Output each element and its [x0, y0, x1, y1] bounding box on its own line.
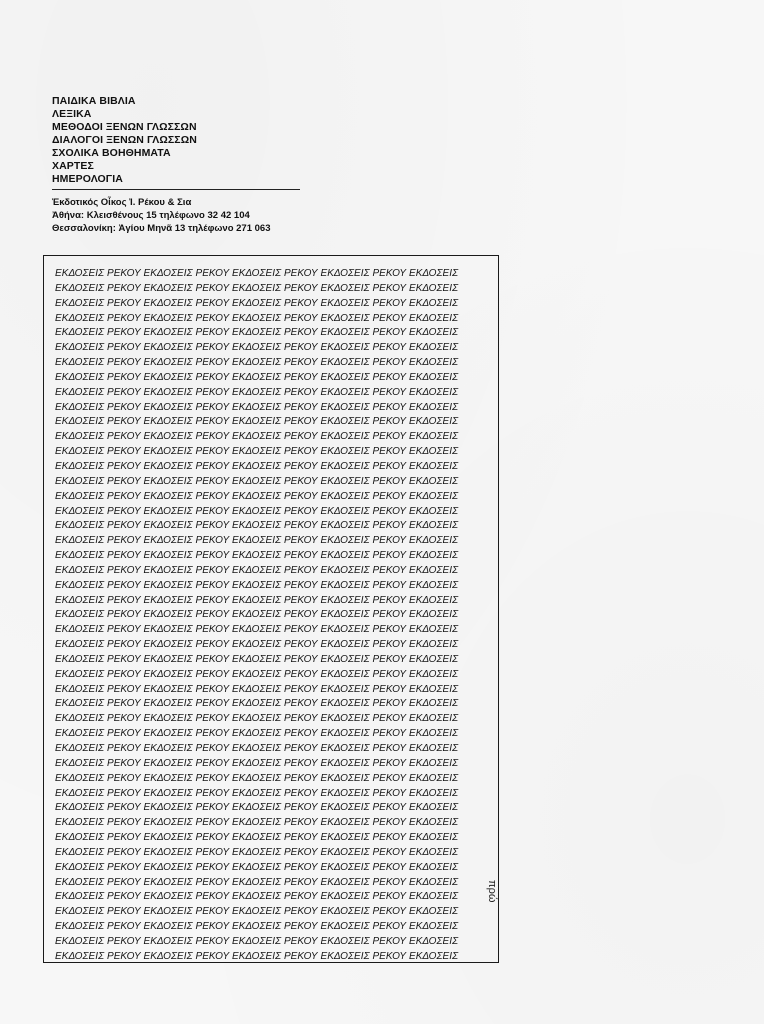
publisher-info	[52, 196, 270, 235]
category-item: ΜΕΘΟΔΟΙ ΞΕΝΩΝ ΓΛΩΣΣΩΝ	[52, 121, 197, 133]
pattern-line: ΕΚΔΟΣΕΙΣ ΡΕΚΟΥ ΕΚΔΟΣΕΙΣ ΡΕΚΟΥ ΕΚΔΟΣΕΙΣ ΡΕΚΟΥ ΕΚΔΟΣΕΙΣ ΡΕΚΟΥ ΕΚΔΟΣΕΙΣ	[55, 520, 459, 532]
publisher-name: Ἐκδοτικός Οἶκος Ἰ. Ρέκου & Σια	[52, 197, 192, 208]
pattern-line: ΕΚΔΟΣΕΙΣ ΡΕΚΟΥ ΕΚΔΟΣΕΙΣ ΡΕΚΟΥ ΕΚΔΟΣΕΙΣ ΡΕΚΟΥ ΕΚΔΟΣΕΙΣ ΡΕΚΟΥ ΕΚΔΟΣΕΙΣ	[55, 564, 459, 576]
pattern-line: ΕΚΔΟΣΕΙΣ ΡΕΚΟΥ ΕΚΔΟΣΕΙΣ ΡΕΚΟΥ ΕΚΔΟΣΕΙΣ ΡΕΚΟΥ ΕΚΔΟΣΕΙΣ ΡΕΚΟΥ ΕΚΔΟΣΕΙΣ	[55, 950, 459, 962]
side-mark: πρώ	[486, 880, 498, 903]
pattern-line: ΕΚΔΟΣΕΙΣ ΡΕΚΟΥ ΕΚΔΟΣΕΙΣ ΡΕΚΟΥ ΕΚΔΟΣΕΙΣ ΡΕΚΟΥ ΕΚΔΟΣΕΙΣ ΡΕΚΟΥ ΕΚΔΟΣΕΙΣ	[55, 357, 459, 369]
pattern-line: ΕΚΔΟΣΕΙΣ ΡΕΚΟΥ ΕΚΔΟΣΕΙΣ ΡΕΚΟΥ ΕΚΔΟΣΕΙΣ ΡΕΚΟΥ ΕΚΔΟΣΕΙΣ ΡΕΚΟΥ ΕΚΔΟΣΕΙΣ	[55, 772, 459, 784]
category-item: ΔΙΑΛΟΓΟΙ ΞΕΝΩΝ ΓΛΩΣΣΩΝ	[52, 134, 197, 146]
pattern-line: ΕΚΔΟΣΕΙΣ ΡΕΚΟΥ ΕΚΔΟΣΕΙΣ ΡΕΚΟΥ ΕΚΔΟΣΕΙΣ ΡΕΚΟΥ ΕΚΔΟΣΕΙΣ ΡΕΚΟΥ ΕΚΔΟΣΕΙΣ	[55, 832, 459, 844]
athens-address: Ἀθήνα: Κλεισθένους 15 τηλέφωνο 32 42 104	[52, 210, 250, 221]
pattern-line: ΕΚΔΟΣΕΙΣ ΡΕΚΟΥ ΕΚΔΟΣΕΙΣ ΡΕΚΟΥ ΕΚΔΟΣΕΙΣ ΡΕΚΟΥ ΕΚΔΟΣΕΙΣ ΡΕΚΟΥ ΕΚΔΟΣΕΙΣ	[55, 371, 459, 383]
pattern-line: ΕΚΔΟΣΕΙΣ ΡΕΚΟΥ ΕΚΔΟΣΕΙΣ ΡΕΚΟΥ ΕΚΔΟΣΕΙΣ ΡΕΚΟΥ ΕΚΔΟΣΕΙΣ ΡΕΚΟΥ ΕΚΔΟΣΕΙΣ	[55, 550, 459, 562]
category-item: ΧΑΡΤΕΣ	[52, 160, 94, 172]
pattern-line: ΕΚΔΟΣΕΙΣ ΡΕΚΟΥ ΕΚΔΟΣΕΙΣ ΡΕΚΟΥ ΕΚΔΟΣΕΙΣ ΡΕΚΟΥ ΕΚΔΟΣΕΙΣ ΡΕΚΟΥ ΕΚΔΟΣΕΙΣ	[55, 802, 459, 814]
pattern-line: ΕΚΔΟΣΕΙΣ ΡΕΚΟΥ ΕΚΔΟΣΕΙΣ ΡΕΚΟΥ ΕΚΔΟΣΕΙΣ ΡΕΚΟΥ ΕΚΔΟΣΕΙΣ ΡΕΚΟΥ ΕΚΔΟΣΕΙΣ	[55, 609, 459, 621]
pattern-line: ΕΚΔΟΣΕΙΣ ΡΕΚΟΥ ΕΚΔΟΣΕΙΣ ΡΕΚΟΥ ΕΚΔΟΣΕΙΣ ΡΕΚΟΥ ΕΚΔΟΣΕΙΣ ΡΕΚΟΥ ΕΚΔΟΣΕΙΣ	[55, 475, 459, 487]
divider	[52, 189, 300, 190]
pattern-line: ΕΚΔΟΣΕΙΣ ΡΕΚΟΥ ΕΚΔΟΣΕΙΣ ΡΕΚΟΥ ΕΚΔΟΣΕΙΣ ΡΕΚΟΥ ΕΚΔΟΣΕΙΣ ΡΕΚΟΥ ΕΚΔΟΣΕΙΣ	[55, 935, 459, 947]
pattern-line: ΕΚΔΟΣΕΙΣ ΡΕΚΟΥ ΕΚΔΟΣΕΙΣ ΡΕΚΟΥ ΕΚΔΟΣΕΙΣ ΡΕΚΟΥ ΕΚΔΟΣΕΙΣ ΡΕΚΟΥ ΕΚΔΟΣΕΙΣ	[55, 594, 459, 606]
pattern-line: ΕΚΔΟΣΕΙΣ ΡΕΚΟΥ ΕΚΔΟΣΕΙΣ ΡΕΚΟΥ ΕΚΔΟΣΕΙΣ ΡΕΚΟΥ ΕΚΔΟΣΕΙΣ ΡΕΚΟΥ ΕΚΔΟΣΕΙΣ	[55, 713, 459, 725]
pattern-line: ΕΚΔΟΣΕΙΣ ΡΕΚΟΥ ΕΚΔΟΣΕΙΣ ΡΕΚΟΥ ΕΚΔΟΣΕΙΣ ΡΕΚΟΥ ΕΚΔΟΣΕΙΣ ΡΕΚΟΥ ΕΚΔΟΣΕΙΣ	[55, 624, 459, 636]
pattern-line: ΕΚΔΟΣΕΙΣ ΡΕΚΟΥ ΕΚΔΟΣΕΙΣ ΡΕΚΟΥ ΕΚΔΟΣΕΙΣ ΡΕΚΟΥ ΕΚΔΟΣΕΙΣ ΡΕΚΟΥ ΕΚΔΟΣΕΙΣ	[55, 653, 459, 665]
category-item: ΠΑΙΔΙΚΑ ΒΙΒΛΙΑ	[52, 95, 136, 107]
pattern-line: ΕΚΔΟΣΕΙΣ ΡΕΚΟΥ ΕΚΔΟΣΕΙΣ ΡΕΚΟΥ ΕΚΔΟΣΕΙΣ ΡΕΚΟΥ ΕΚΔΟΣΕΙΣ ΡΕΚΟΥ ΕΚΔΟΣΕΙΣ	[55, 446, 459, 458]
pattern-line: ΕΚΔΟΣΕΙΣ ΡΕΚΟΥ ΕΚΔΟΣΕΙΣ ΡΕΚΟΥ ΕΚΔΟΣΕΙΣ ΡΕΚΟΥ ΕΚΔΟΣΕΙΣ ΡΕΚΟΥ ΕΚΔΟΣΕΙΣ	[55, 891, 459, 903]
pattern-line: ΕΚΔΟΣΕΙΣ ΡΕΚΟΥ ΕΚΔΟΣΕΙΣ ΡΕΚΟΥ ΕΚΔΟΣΕΙΣ ΡΕΚΟΥ ΕΚΔΟΣΕΙΣ ΡΕΚΟΥ ΕΚΔΟΣΕΙΣ	[55, 698, 459, 710]
category-list	[52, 95, 197, 186]
pattern-line: ΕΚΔΟΣΕΙΣ ΡΕΚΟΥ ΕΚΔΟΣΕΙΣ ΡΕΚΟΥ ΕΚΔΟΣΕΙΣ ΡΕΚΟΥ ΕΚΔΟΣΕΙΣ ΡΕΚΟΥ ΕΚΔΟΣΕΙΣ	[55, 579, 459, 591]
pattern-line: ΕΚΔΟΣΕΙΣ ΡΕΚΟΥ ΕΚΔΟΣΕΙΣ ΡΕΚΟΥ ΕΚΔΟΣΕΙΣ ΡΕΚΟΥ ΕΚΔΟΣΕΙΣ ΡΕΚΟΥ ΕΚΔΟΣΕΙΣ	[55, 743, 459, 754]
pattern-line: ΕΚΔΟΣΕΙΣ ΡΕΚΟΥ ΕΚΔΟΣΕΙΣ ΡΕΚΟΥ ΕΚΔΟΣΕΙΣ ΡΕΚΟΥ ΕΚΔΟΣΕΙΣ ΡΕΚΟΥ ΕΚΔΟΣΕΙΣ	[55, 342, 459, 354]
pattern-line: ΕΚΔΟΣΕΙΣ ΡΕΚΟΥ ΕΚΔΟΣΕΙΣ ΡΕΚΟΥ ΕΚΔΟΣΕΙΣ ΡΕΚΟΥ ΕΚΔΟΣΕΙΣ ΡΕΚΟΥ ΕΚΔΟΣΕΙΣ	[55, 861, 459, 873]
pattern-line: ΕΚΔΟΣΕΙΣ ΡΕΚΟΥ ΕΚΔΟΣΕΙΣ ΡΕΚΟΥ ΕΚΔΟΣΕΙΣ ΡΕΚΟΥ ΕΚΔΟΣΕΙΣ ΡΕΚΟΥ ΕΚΔΟΣΕΙΣ	[55, 668, 459, 680]
category-item: ΛΕΞΙΚΑ	[52, 108, 92, 120]
pattern-line: ΕΚΔΟΣΕΙΣ ΡΕΚΟΥ ΕΚΔΟΣΕΙΣ ΡΕΚΟΥ ΕΚΔΟΣΕΙΣ ΡΕΚΟΥ ΕΚΔΟΣΕΙΣ ΡΕΚΟΥ ΕΚΔΟΣΕΙΣ	[55, 535, 459, 547]
pattern-line: ΕΚΔΟΣΕΙΣ ΡΕΚΟΥ ΕΚΔΟΣΕΙΣ ΡΕΚΟΥ ΕΚΔΟΣΕΙΣ ΡΕΚΟΥ ΕΚΔΟΣΕΙΣ ΡΕΚΟΥ ΕΚΔΟΣΕΙΣ	[55, 846, 459, 858]
pattern-line: ΕΚΔΟΣΕΙΣ ΡΕΚΟΥ ΕΚΔΟΣΕΙΣ ΡΕΚΟΥ ΕΚΔΟΣΕΙΣ ΡΕΚΟΥ ΕΚΔΟΣΕΙΣ ΡΕΚΟΥ ΕΚΔΟΣΕΙΣ	[55, 312, 459, 324]
pattern-line: ΕΚΔΟΣΕΙΣ ΡΕΚΟΥ ΕΚΔΟΣΕΙΣ ΡΕΚΟΥ ΕΚΔΟΣΕΙΣ ΡΕΚΟΥ ΕΚΔΟΣΕΙΣ ΡΕΚΟΥ ΕΚΔΟΣΕΙΣ	[55, 817, 459, 829]
pattern-frame	[43, 255, 499, 963]
category-item: ΗΜΕΡΟΛΟΓΙΑ	[52, 173, 123, 185]
pattern-line: ΕΚΔΟΣΕΙΣ ΡΕΚΟΥ ΕΚΔΟΣΕΙΣ ΡΕΚΟΥ ΕΚΔΟΣΕΙΣ ΡΕΚΟΥ ΕΚΔΟΣΕΙΣ ΡΕΚΟΥ ΕΚΔΟΣΕΙΣ	[55, 787, 459, 799]
pattern-line: ΕΚΔΟΣΕΙΣ ΡΕΚΟΥ ΕΚΔΟΣΕΙΣ ΡΕΚΟΥ ΕΚΔΟΣΕΙΣ ΡΕΚΟΥ ΕΚΔΟΣΕΙΣ ΡΕΚΟΥ ΕΚΔΟΣΕΙΣ	[55, 505, 459, 517]
pattern-line: ΕΚΔΟΣΕΙΣ ΡΕΚΟΥ ΕΚΔΟΣΕΙΣ ΡΕΚΟΥ ΕΚΔΟΣΕΙΣ ΡΕΚΟΥ ΕΚΔΟΣΕΙΣ ΡΕΚΟΥ ΕΚΔΟΣΕΙΣ	[55, 386, 459, 398]
category-item: ΣΧΟΛΙΚΑ ΒΟΗΘΗΜΑΤΑ	[52, 147, 171, 159]
pattern-line: ΕΚΔΟΣΕΙΣ ΡΕΚΟΥ ΕΚΔΟΣΕΙΣ ΡΕΚΟΥ ΕΚΔΟΣΕΙΣ ΡΕΚΟΥ ΕΚΔΟΣΕΙΣ ΡΕΚΟΥ ΕΚΔΟΣΕΙΣ	[55, 757, 459, 769]
pattern-line: ΕΚΔΟΣΕΙΣ ΡΕΚΟΥ ΕΚΔΟΣΕΙΣ ΡΕΚΟΥ ΕΚΔΟΣΕΙΣ ΡΕΚΟΥ ΕΚΔΟΣΕΙΣ ΡΕΚΟΥ ΕΚΔΟΣΕΙΣ	[55, 416, 459, 428]
pattern-line: ΕΚΔΟΣΕΙΣ ΡΕΚΟΥ ΕΚΔΟΣΕΙΣ ΡΕΚΟΥ ΕΚΔΟΣΕΙΣ ΡΕΚΟΥ ΕΚΔΟΣΕΙΣ ΡΕΚΟΥ ΕΚΔΟΣΕΙΣ	[55, 401, 459, 413]
pattern-line: ΕΚΔΟΣΕΙΣ ΡΕΚΟΥ ΕΚΔΟΣΕΙΣ ΡΕΚΟΥ ΕΚΔΟΣΕΙΣ ΡΕΚΟΥ ΕΚΔΟΣΕΙΣ ΡΕΚΟΥ ΕΚΔΟΣΕΙΣ	[55, 460, 459, 472]
pattern-line: ΕΚΔΟΣΕΙΣ ΡΕΚΟΥ ΕΚΔΟΣΕΙΣ ΡΕΚΟΥ ΕΚΔΟΣΕΙΣ ΡΕΚΟΥ ΕΚΔΟΣΕΙΣ ΡΕΚΟΥ ΕΚΔΟΣΕΙΣ	[55, 282, 459, 294]
pattern-lines	[55, 267, 458, 963]
pattern-line: ΕΚΔΟΣΕΙΣ ΡΕΚΟΥ ΕΚΔΟΣΕΙΣ ΡΕΚΟΥ ΕΚΔΟΣΕΙΣ ΡΕΚΟΥ ΕΚΔΟΣΕΙΣ ΡΕΚΟΥ ΕΚΔΟΣΕΙΣ	[55, 268, 459, 279]
pattern-line: ΕΚΔΟΣΕΙΣ ΡΕΚΟΥ ΕΚΔΟΣΕΙΣ ΡΕΚΟΥ ΕΚΔΟΣΕΙΣ ΡΕΚΟΥ ΕΚΔΟΣΕΙΣ ΡΕΚΟΥ ΕΚΔΟΣΕΙΣ	[55, 431, 459, 443]
pattern-line: ΕΚΔΟΣΕΙΣ ΡΕΚΟΥ ΕΚΔΟΣΕΙΣ ΡΕΚΟΥ ΕΚΔΟΣΕΙΣ ΡΕΚΟΥ ΕΚΔΟΣΕΙΣ ΡΕΚΟΥ ΕΚΔΟΣΕΙΣ	[55, 639, 459, 651]
thessaloniki-address: Θεσσαλονίκη: Ἁγίου Μηνᾶ 13 τηλέφωνο 271 063	[52, 223, 271, 234]
pattern-line: ΕΚΔΟΣΕΙΣ ΡΕΚΟΥ ΕΚΔΟΣΕΙΣ ΡΕΚΟΥ ΕΚΔΟΣΕΙΣ ΡΕΚΟΥ ΕΚΔΟΣΕΙΣ ΡΕΚΟΥ ΕΚΔΟΣΕΙΣ	[55, 876, 459, 888]
pattern-line: ΕΚΔΟΣΕΙΣ ΡΕΚΟΥ ΕΚΔΟΣΕΙΣ ΡΕΚΟΥ ΕΚΔΟΣΕΙΣ ΡΕΚΟΥ ΕΚΔΟΣΕΙΣ ΡΕΚΟΥ ΕΚΔΟΣΕΙΣ	[55, 921, 459, 933]
pattern-line: ΕΚΔΟΣΕΙΣ ΡΕΚΟΥ ΕΚΔΟΣΕΙΣ ΡΕΚΟΥ ΕΚΔΟΣΕΙΣ ΡΕΚΟΥ ΕΚΔΟΣΕΙΣ ΡΕΚΟΥ ΕΚΔΟΣΕΙΣ	[55, 906, 459, 918]
pattern-line: ΕΚΔΟΣΕΙΣ ΡΕΚΟΥ ΕΚΔΟΣΕΙΣ ΡΕΚΟΥ ΕΚΔΟΣΕΙΣ ΡΕΚΟΥ ΕΚΔΟΣΕΙΣ ΡΕΚΟΥ ΕΚΔΟΣΕΙΣ	[55, 490, 459, 502]
pattern-line: ΕΚΔΟΣΕΙΣ ΡΕΚΟΥ ΕΚΔΟΣΕΙΣ ΡΕΚΟΥ ΕΚΔΟΣΕΙΣ ΡΕΚΟΥ ΕΚΔΟΣΕΙΣ ΡΕΚΟΥ ΕΚΔΟΣΕΙΣ	[55, 297, 459, 309]
pattern-line: ΕΚΔΟΣΕΙΣ ΡΕΚΟΥ ΕΚΔΟΣΕΙΣ ΡΕΚΟΥ ΕΚΔΟΣΕΙΣ ΡΕΚΟΥ ΕΚΔΟΣΕΙΣ ΡΕΚΟΥ ΕΚΔΟΣΕΙΣ	[55, 683, 459, 695]
pattern-line: ΕΚΔΟΣΕΙΣ ΡΕΚΟΥ ΕΚΔΟΣΕΙΣ ΡΕΚΟΥ ΕΚΔΟΣΕΙΣ ΡΕΚΟΥ ΕΚΔΟΣΕΙΣ ΡΕΚΟΥ ΕΚΔΟΣΕΙΣ	[55, 728, 459, 740]
pattern-line: ΕΚΔΟΣΕΙΣ ΡΕΚΟΥ ΕΚΔΟΣΕΙΣ ΡΕΚΟΥ ΕΚΔΟΣΕΙΣ ΡΕΚΟΥ ΕΚΔΟΣΕΙΣ ΡΕΚΟΥ ΕΚΔΟΣΕΙΣ	[55, 327, 459, 339]
